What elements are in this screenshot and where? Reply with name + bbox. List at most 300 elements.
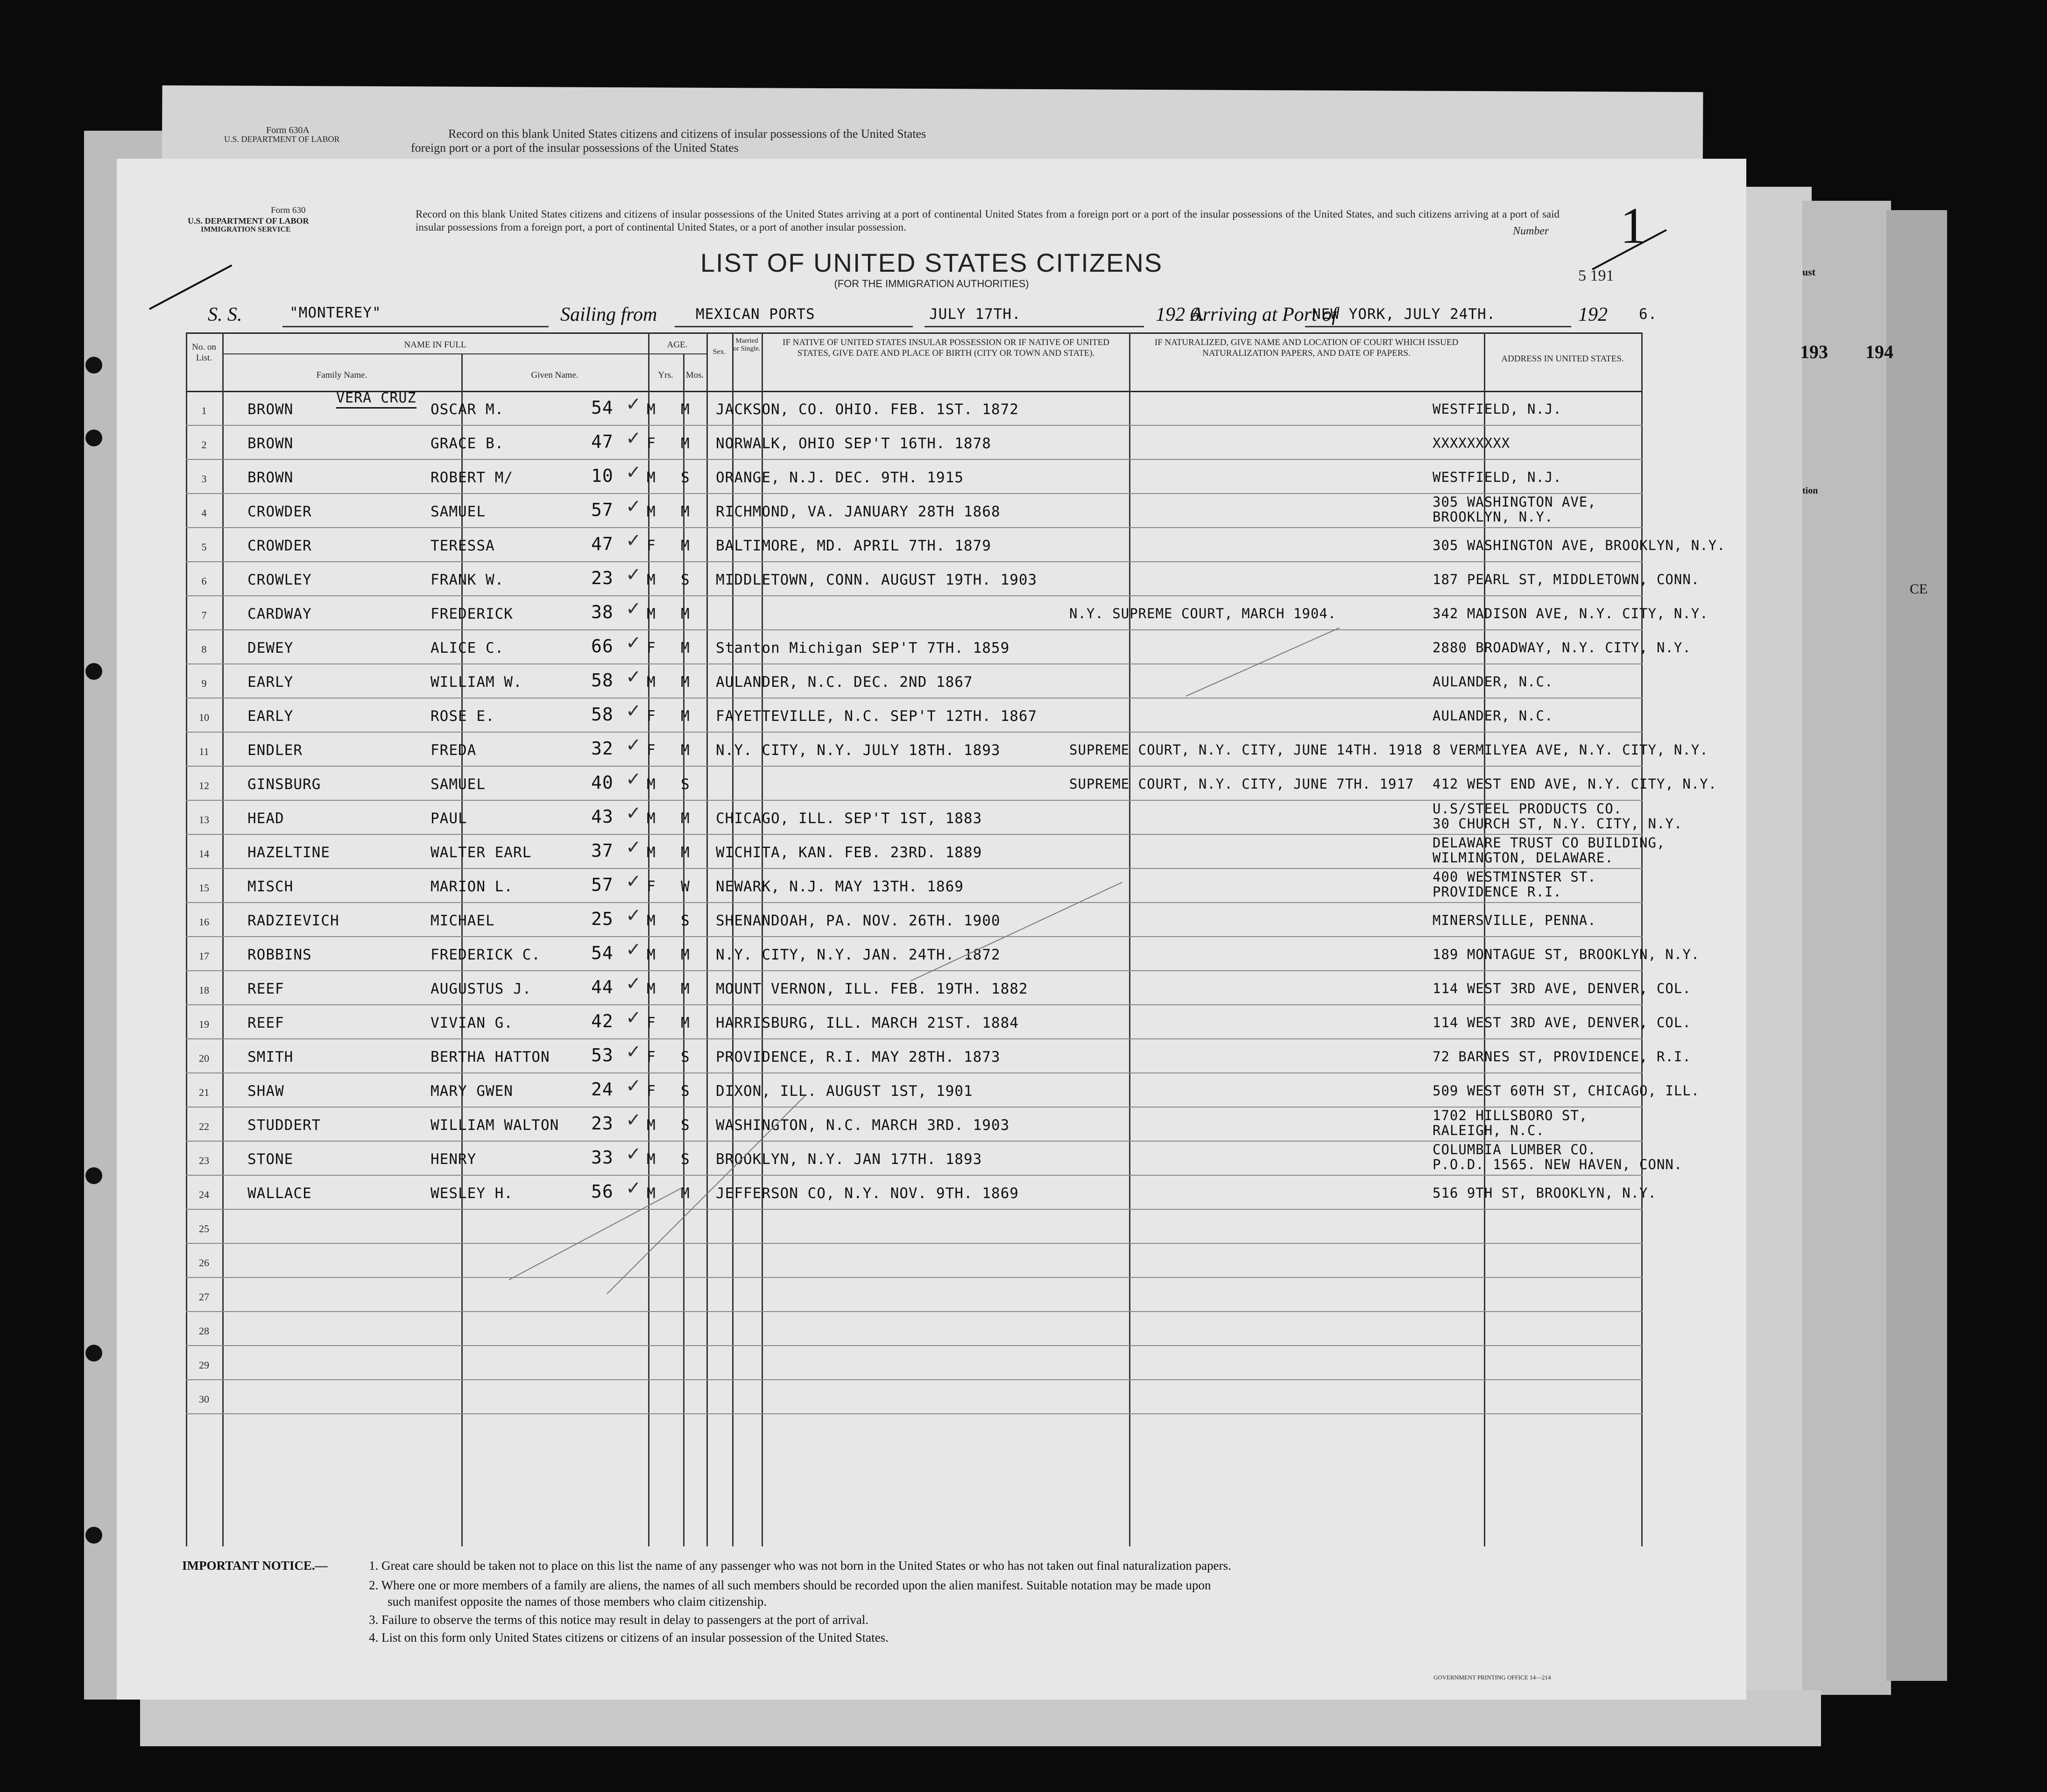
notice-line: 4. List on this form only United States citizens or citizens of an insular possession of the United States. <box>369 1630 889 1644</box>
birth-place-date: NEWARK, N.J. MAY 13TH. 1869 <box>716 878 964 895</box>
sex: M <box>647 1151 656 1168</box>
side-label: tion <box>1802 486 1818 496</box>
page-title: LIST OF UNITED STATES CITIZENS <box>700 248 1163 277</box>
age: 47 <box>591 431 614 452</box>
address: 8 VERMILYEA AVE, N.Y. CITY, N.Y. <box>1433 742 1708 758</box>
age: 25 <box>591 909 614 929</box>
check-mark-icon: ✓ <box>626 700 642 722</box>
row-number: 6 <box>201 575 207 587</box>
family-name: WALLACE <box>247 1185 312 1202</box>
given-name: FREDERICK <box>431 606 513 622</box>
row-rule <box>186 834 1643 835</box>
age: 57 <box>591 500 614 520</box>
row-number: 24 <box>199 1189 209 1200</box>
background-sheet-right <box>1886 210 1947 1681</box>
address: 187 PEARL ST, MIDDLETOWN, CONN. <box>1433 571 1700 587</box>
family-name: RADZIEVICH <box>247 912 339 929</box>
col-rule <box>706 332 708 1546</box>
age: 42 <box>591 1011 614 1031</box>
row-rule <box>186 1141 1643 1142</box>
row-number: 21 <box>199 1086 209 1098</box>
side-page-number: 194 <box>1865 341 1893 362</box>
birth-place-date: FAYETTEVILLE, N.C. SEP'T 12TH. 1867 <box>716 708 1038 725</box>
address: AULANDER, N.C. <box>1433 674 1553 690</box>
sex: F <box>647 1015 656 1031</box>
sex: M <box>647 776 656 793</box>
check-mark-icon: ✓ <box>626 632 642 654</box>
given-name: TERESSA <box>431 537 495 554</box>
family-name: HEAD <box>247 810 284 827</box>
birth-place-date: CHICAGO, ILL. SEP'T 1ST, 1883 <box>716 810 982 827</box>
ss-label: S. S. <box>208 304 242 325</box>
birth-place-date: MOUNT VERNON, ILL. FEB. 19TH. 1882 <box>716 981 1028 997</box>
punch-hole <box>85 357 102 374</box>
birth-place-date: BROOKLYN, N.Y. JAN 17TH. 1893 <box>716 1151 982 1168</box>
age: 38 <box>591 602 614 622</box>
row-rule <box>186 1004 1643 1005</box>
col-header-married: Married or Single. <box>733 337 761 353</box>
sex: F <box>647 640 656 656</box>
row-number: 25 <box>199 1223 209 1235</box>
family-name: BROWN <box>247 401 294 418</box>
given-name: ROBERT M/ <box>431 469 513 486</box>
row-number: 27 <box>199 1291 209 1303</box>
marital-status: M <box>681 708 690 725</box>
col-rule <box>186 332 187 1546</box>
row-rule <box>186 868 1643 869</box>
birth-place-date: PROVIDENCE, R.I. MAY 28TH. 1873 <box>716 1049 1001 1065</box>
check-mark-icon: ✓ <box>626 905 642 926</box>
family-name: BROWN <box>247 435 294 452</box>
address-line-2: RALEIGH, N.C. <box>1433 1122 1545 1138</box>
department: U.S. DEPARTMENT OF LABOR <box>188 216 309 226</box>
marital-status: M <box>681 640 690 656</box>
age: 44 <box>591 977 614 997</box>
row-number: 7 <box>201 609 207 621</box>
punch-hole <box>85 1345 102 1362</box>
side-label: ust <box>1802 266 1816 278</box>
check-mark-icon: ✓ <box>626 1041 642 1063</box>
col-header-no: No. on List. <box>192 342 216 363</box>
row-number: 20 <box>199 1052 209 1064</box>
row-number: 2 <box>201 439 207 451</box>
row-number: 16 <box>199 916 209 928</box>
table-rule <box>222 353 706 354</box>
given-name: FRANK W. <box>431 571 504 588</box>
form-number: Form 630 <box>271 205 306 215</box>
check-mark-icon: ✓ <box>626 428 642 449</box>
row-number: 30 <box>199 1393 209 1405</box>
row-rule <box>186 1345 1643 1346</box>
given-name: AUGUSTUS J. <box>431 981 532 997</box>
marital-status: M <box>681 503 690 520</box>
row-rule <box>186 459 1643 460</box>
marital-status: S <box>681 571 690 588</box>
row-number: 26 <box>199 1257 209 1269</box>
marital-status: M <box>681 401 690 418</box>
age: 58 <box>591 704 614 725</box>
given-name: FREDERICK C. <box>431 946 541 963</box>
row-rule <box>186 629 1643 630</box>
underline <box>675 326 913 327</box>
row-number: 23 <box>199 1155 209 1166</box>
page-subtitle: (FOR THE IMMIGRATION AUTHORITIES) <box>834 278 1029 289</box>
sex: F <box>647 742 656 759</box>
sex: F <box>647 537 656 554</box>
given-name: WILLIAM W. <box>431 674 522 691</box>
row-rule <box>186 800 1643 801</box>
age: 23 <box>591 1113 614 1134</box>
row-number: 3 <box>201 473 207 485</box>
sailing-date: JULY 17TH. <box>929 306 1021 323</box>
row-number: 13 <box>199 814 209 825</box>
given-name: GRACE B. <box>431 435 504 452</box>
birth-place-date: JEFFERSON CO, N.Y. NOV. 9TH. 1869 <box>716 1185 1019 1202</box>
marital-status: S <box>681 1117 690 1134</box>
row-number: 28 <box>199 1325 209 1337</box>
address: 1702 HILLSBORO ST, <box>1433 1108 1588 1123</box>
address: 400 WESTMINSTER ST. <box>1433 869 1596 885</box>
back-record-text: Record on this blank United States citizens and citizens of insular possessions of the United States <box>448 127 926 141</box>
punch-hole <box>85 1167 102 1184</box>
given-name: HENRY <box>431 1151 477 1168</box>
given-name: ALICE C. <box>431 640 504 656</box>
sex: F <box>647 1049 656 1065</box>
row-rule <box>186 595 1643 596</box>
family-name: GINSBURG <box>247 776 321 793</box>
row-rule <box>186 1209 1643 1210</box>
family-name: SHAW <box>247 1083 284 1100</box>
row-number: 12 <box>199 780 209 791</box>
row-rule <box>186 493 1643 494</box>
check-mark-icon: ✓ <box>626 394 642 415</box>
age: 54 <box>591 943 614 963</box>
manifest-page <box>117 159 1746 1700</box>
section-label: VERA CRUZ <box>336 390 416 409</box>
birth-place-date: HARRISBURG, ILL. MARCH 21ST. 1884 <box>716 1015 1019 1031</box>
check-mark-icon: ✓ <box>626 1178 642 1199</box>
address-line-2: WILMINGTON, DELAWARE. <box>1433 850 1614 866</box>
marital-status: M <box>681 1185 690 1202</box>
check-mark-icon: ✓ <box>626 598 642 620</box>
row-number: 4 <box>201 507 207 519</box>
underline <box>1305 326 1571 327</box>
back-record-text: foreign port or a port of the insular possessions of the United States <box>411 141 739 155</box>
number-label: Number <box>1513 225 1549 237</box>
age: 10 <box>591 466 614 486</box>
marital-status: S <box>681 469 690 486</box>
row-number: 9 <box>201 677 207 689</box>
birth-place-date: ORANGE, N.J. DEC. 9TH. 1915 <box>716 469 964 486</box>
marital-status: W <box>681 878 690 895</box>
row-number: 5 <box>201 541 207 553</box>
given-name: MARION L. <box>431 878 513 895</box>
row-number: 22 <box>199 1121 209 1132</box>
address-line-2: PROVIDENCE R.I. <box>1433 884 1562 900</box>
sex: F <box>647 878 656 895</box>
sex: F <box>647 1083 656 1100</box>
given-name: BERTHA HATTON <box>431 1049 550 1065</box>
age: 33 <box>591 1147 614 1168</box>
marital-status: S <box>681 1151 690 1168</box>
col-header-birth: IF NATIVE OF UNITED STATES INSULAR POSSESSION OR IF NATIVE OF UNITED STATES, GIVE DATE AND PLACE OF BIRTH (CITY OR TOWN AND STATE). <box>783 338 1109 358</box>
sailing-year: 192 6. <box>1156 304 1205 325</box>
row-number: 15 <box>199 882 209 894</box>
age: 53 <box>591 1045 614 1065</box>
address: MINERSVILLE, PENNA. <box>1433 912 1596 928</box>
address: 114 WEST 3RD AVE, DENVER, COL. <box>1433 1015 1691 1030</box>
marital-status: M <box>681 742 690 759</box>
row-number: 1 <box>201 405 207 416</box>
family-name: REEF <box>247 1015 284 1031</box>
given-name: FREDA <box>431 742 477 759</box>
address-line-2: P.O.D. 1565. NEW HAVEN, CONN. <box>1433 1157 1683 1172</box>
sex: M <box>647 810 656 827</box>
family-name: EARLY <box>247 674 294 691</box>
address: U.S/STEEL PRODUCTS CO. <box>1433 801 1623 817</box>
given-name: ROSE E. <box>431 708 495 725</box>
row-rule <box>186 766 1643 767</box>
age: 54 <box>591 397 614 418</box>
address: COLUMBIA LUMBER CO. <box>1433 1142 1596 1157</box>
address: 305 WASHINGTON AVE, <box>1433 494 1596 510</box>
col-header-age: AGE. <box>667 340 688 350</box>
row-rule <box>186 1413 1643 1414</box>
family-name: STONE <box>247 1151 294 1168</box>
address: AULANDER, N.C. <box>1433 708 1553 724</box>
row-rule <box>186 902 1643 903</box>
family-name: SMITH <box>247 1049 294 1065</box>
background-sheet-right <box>1802 201 1891 1695</box>
check-mark-icon: ✓ <box>626 1109 642 1131</box>
row-number: 19 <box>199 1018 209 1030</box>
age: 37 <box>591 840 614 861</box>
row-rule <box>186 1243 1643 1244</box>
sex: M <box>647 469 656 486</box>
punch-hole <box>85 663 102 680</box>
row-rule <box>186 1277 1643 1278</box>
service: IMMIGRATION SERVICE <box>201 226 291 233</box>
row-rule <box>186 527 1643 528</box>
row-rule <box>186 1072 1643 1073</box>
given-name: WILLIAM WALTON <box>431 1117 559 1134</box>
check-mark-icon: ✓ <box>626 496 642 517</box>
marital-status: M <box>681 946 690 963</box>
sex: M <box>647 946 656 963</box>
given-name: SAMUEL <box>431 503 486 520</box>
marital-status: M <box>681 810 690 827</box>
marital-status: S <box>681 776 690 793</box>
row-rule <box>186 1175 1643 1176</box>
arrival-port: NEW YORK, JULY 24TH. <box>1312 306 1496 323</box>
birth-place-date: NORWALK, OHIO SEP'T 16TH. 1878 <box>716 435 991 452</box>
arrival-year: 192 <box>1578 304 1608 325</box>
check-mark-icon: ✓ <box>626 666 642 688</box>
notice-line: 1. Great care should be taken not to place on this list the name of any passenger who was not born in the United States or who has not taken out final naturalization papers. <box>369 1559 1231 1573</box>
family-name: BROWN <box>247 469 294 486</box>
address: 72 BARNES ST, PROVIDENCE, R.I. <box>1433 1049 1691 1065</box>
age: 40 <box>591 772 614 793</box>
given-name: MARY GWEN <box>431 1083 513 1100</box>
col-header-family: Family Name. <box>316 370 367 380</box>
address: 412 WEST END AVE, N.Y. CITY, N.Y. <box>1433 776 1717 792</box>
sailing-from: MEXICAN PORTS <box>696 306 815 323</box>
age: 57 <box>591 875 614 895</box>
marital-status: S <box>681 1083 690 1100</box>
family-name: ROBBINS <box>247 946 312 963</box>
check-mark-icon: ✓ <box>626 769 642 790</box>
check-mark-icon: ✓ <box>626 1007 642 1029</box>
row-number: 8 <box>201 643 207 655</box>
row-rule <box>186 936 1643 937</box>
marital-status: M <box>681 537 690 554</box>
notice-line: 3. Failure to observe the terms of this notice may result in delay to passengers at the port of arrival. <box>369 1613 868 1627</box>
birth-place-date: BALTIMORE, MD. APRIL 7TH. 1879 <box>716 537 991 554</box>
address: 342 MADISON AVE, N.Y. CITY, N.Y. <box>1433 606 1708 621</box>
sex: M <box>647 844 656 861</box>
col-header-address: ADDRESS IN UNITED STATES. <box>1501 354 1624 364</box>
age: 23 <box>591 568 614 588</box>
check-mark-icon: ✓ <box>626 939 642 960</box>
address: 114 WEST 3RD AVE, DENVER, COL. <box>1433 981 1691 996</box>
col-rule <box>1129 332 1130 1546</box>
row-number: 29 <box>199 1359 209 1371</box>
naturalization: N.Y. SUPREME COURT, MARCH 1904. <box>1069 606 1337 621</box>
col-header-naturalized: IF NATURALIZED, GIVE NAME AND LOCATION OF COURT WHICH ISSUED NATURALIZATION PAPERS, AND DATE OF PAPERS. <box>1154 338 1459 358</box>
side-page-number: 193 <box>1800 341 1828 362</box>
check-mark-icon: ✓ <box>626 734 642 756</box>
back-department: U.S. DEPARTMENT OF LABOR <box>224 134 340 144</box>
check-mark-icon: ✓ <box>626 462 642 483</box>
birth-place-date: WICHITA, KAN. FEB. 23RD. 1889 <box>716 844 982 861</box>
address: DELAWARE TRUST CO BUILDING, <box>1433 835 1666 851</box>
marital-status: M <box>681 981 690 997</box>
marital-status: M <box>681 1015 690 1031</box>
birth-place-date: SHENANDOAH, PA. NOV. 26TH. 1900 <box>716 912 1001 929</box>
given-name: PAUL <box>431 810 467 827</box>
given-name: MICHAEL <box>431 912 495 929</box>
age: 43 <box>591 806 614 827</box>
address-line-2: 30 CHURCH ST, N.Y. CITY, N.Y. <box>1433 816 1683 832</box>
row-number: 10 <box>199 712 209 723</box>
arriving-label: Arriving at Port of <box>1191 304 1337 325</box>
table-rule <box>186 332 1643 334</box>
arrival-year-value: 6. <box>1639 306 1658 323</box>
row-rule <box>186 1379 1643 1380</box>
check-mark-icon: ✓ <box>626 1075 642 1097</box>
row-number: 14 <box>199 848 209 860</box>
row-number: 17 <box>199 950 209 962</box>
address: 189 MONTAGUE ST, BROOKLYN, N.Y. <box>1433 946 1700 962</box>
sex: M <box>647 503 656 520</box>
given-name: VIVIAN G. <box>431 1015 513 1031</box>
instructions: Record on this blank United States citizens and citizens of insular possessions of the United States arriving at a port of continental United States from a foreign port or a port of the insular possessions of the United States, and such citizens arriving at a port of said insular possessions from a foreign port, a port of continental United States, or a port of another insular possession. <box>416 208 1560 233</box>
sex: M <box>647 981 656 997</box>
address-line-2: BROOKLYN, N.Y. <box>1433 509 1553 525</box>
printer-mark: GOVERNMENT PRINTING OFFICE 14—214 <box>1433 1674 1551 1681</box>
row-number: 11 <box>199 746 209 757</box>
sex: M <box>647 1185 656 1202</box>
address: 305 WASHINGTON AVE, BROOKLYN, N.Y. <box>1433 537 1726 553</box>
naturalization: SUPREME COURT, N.Y. CITY, JUNE 7TH. 1917 <box>1069 776 1414 792</box>
sex: M <box>647 1117 656 1134</box>
check-mark-icon: ✓ <box>626 837 642 858</box>
col-rule <box>1641 332 1643 1546</box>
sex: F <box>647 435 656 452</box>
address: 509 WEST 60TH ST, CHICAGO, ILL. <box>1433 1083 1700 1099</box>
birth-place-date: DIXON, ILL. AUGUST 1ST, 1901 <box>716 1083 973 1100</box>
check-mark-icon: ✓ <box>626 973 642 995</box>
corner-year: 5 191 <box>1578 267 1614 284</box>
marital-status: M <box>681 606 690 622</box>
marital-status: M <box>681 674 690 691</box>
birth-place-date: AULANDER, N.C. DEC. 2ND 1867 <box>716 674 973 691</box>
family-name: HAZELTINE <box>247 844 330 861</box>
birth-place-date: N.Y. CITY, N.Y. JAN. 24TH. 1872 <box>716 946 1001 963</box>
row-rule <box>186 1311 1643 1312</box>
check-mark-icon: ✓ <box>626 803 642 824</box>
marital-status: S <box>681 1049 690 1065</box>
family-name: EARLY <box>247 708 294 725</box>
age: 32 <box>591 738 614 759</box>
birth-place-date: WASHINGTON, N.C. MARCH 3RD. 1903 <box>716 1117 1010 1134</box>
marital-status: M <box>681 844 690 861</box>
col-header-sex: Sex. <box>713 348 726 356</box>
row-rule <box>186 425 1643 426</box>
address: WESTFIELD, N.J. <box>1433 469 1562 485</box>
family-name: REEF <box>247 981 284 997</box>
check-mark-icon: ✓ <box>626 1143 642 1165</box>
notice-line: such manifest opposite the names of those members who claim citizenship. <box>388 1594 767 1609</box>
punch-hole <box>85 430 102 446</box>
row-rule <box>186 663 1643 664</box>
age: 24 <box>591 1079 614 1100</box>
family-name: DEWEY <box>247 640 294 656</box>
family-name: CROWDER <box>247 537 312 554</box>
age: 47 <box>591 534 614 554</box>
family-name: CROWLEY <box>247 571 312 588</box>
notice-title: IMPORTANT NOTICE.— <box>182 1559 328 1573</box>
naturalization: SUPREME COURT, N.Y. CITY, JUNE 14TH. 1918 <box>1069 742 1423 758</box>
age: 66 <box>591 636 614 656</box>
birth-place-date: RICHMOND, VA. JANUARY 28TH 1868 <box>716 503 1001 520</box>
sex: M <box>647 606 656 622</box>
col-header-given: Given Name. <box>531 370 579 380</box>
row-rule <box>186 1038 1643 1039</box>
given-name: SAMUEL <box>431 776 486 793</box>
side-label: CE <box>1910 581 1928 597</box>
family-name: CARDWAY <box>247 606 312 622</box>
underline <box>282 326 549 327</box>
address: 516 9TH ST, BROOKLYN, N.Y. <box>1433 1185 1657 1201</box>
row-number: 18 <box>199 984 209 996</box>
sex: M <box>647 571 656 588</box>
sex: M <box>647 912 656 929</box>
given-name: WESLEY H. <box>431 1185 513 1202</box>
age: 56 <box>591 1181 614 1202</box>
sex: M <box>647 674 656 691</box>
back-form-number: Form 630A <box>266 125 310 135</box>
col-rule <box>222 332 224 1546</box>
birth-place-date: N.Y. CITY, N.Y. JULY 18TH. 1893 <box>716 742 1001 759</box>
marital-status: M <box>681 435 690 452</box>
notice-line: 2. Where one or more members of a family are aliens, the names of all such members should be recorded upon the alien manifest. Suitable notation may be made upon <box>369 1578 1211 1592</box>
row-rule <box>186 561 1643 562</box>
birth-place-date: Stanton Michigan SEP'T 7TH. 1859 <box>716 640 1010 656</box>
sex: F <box>647 708 656 725</box>
family-name: STUDDERT <box>247 1117 321 1134</box>
sex: M <box>647 401 656 418</box>
